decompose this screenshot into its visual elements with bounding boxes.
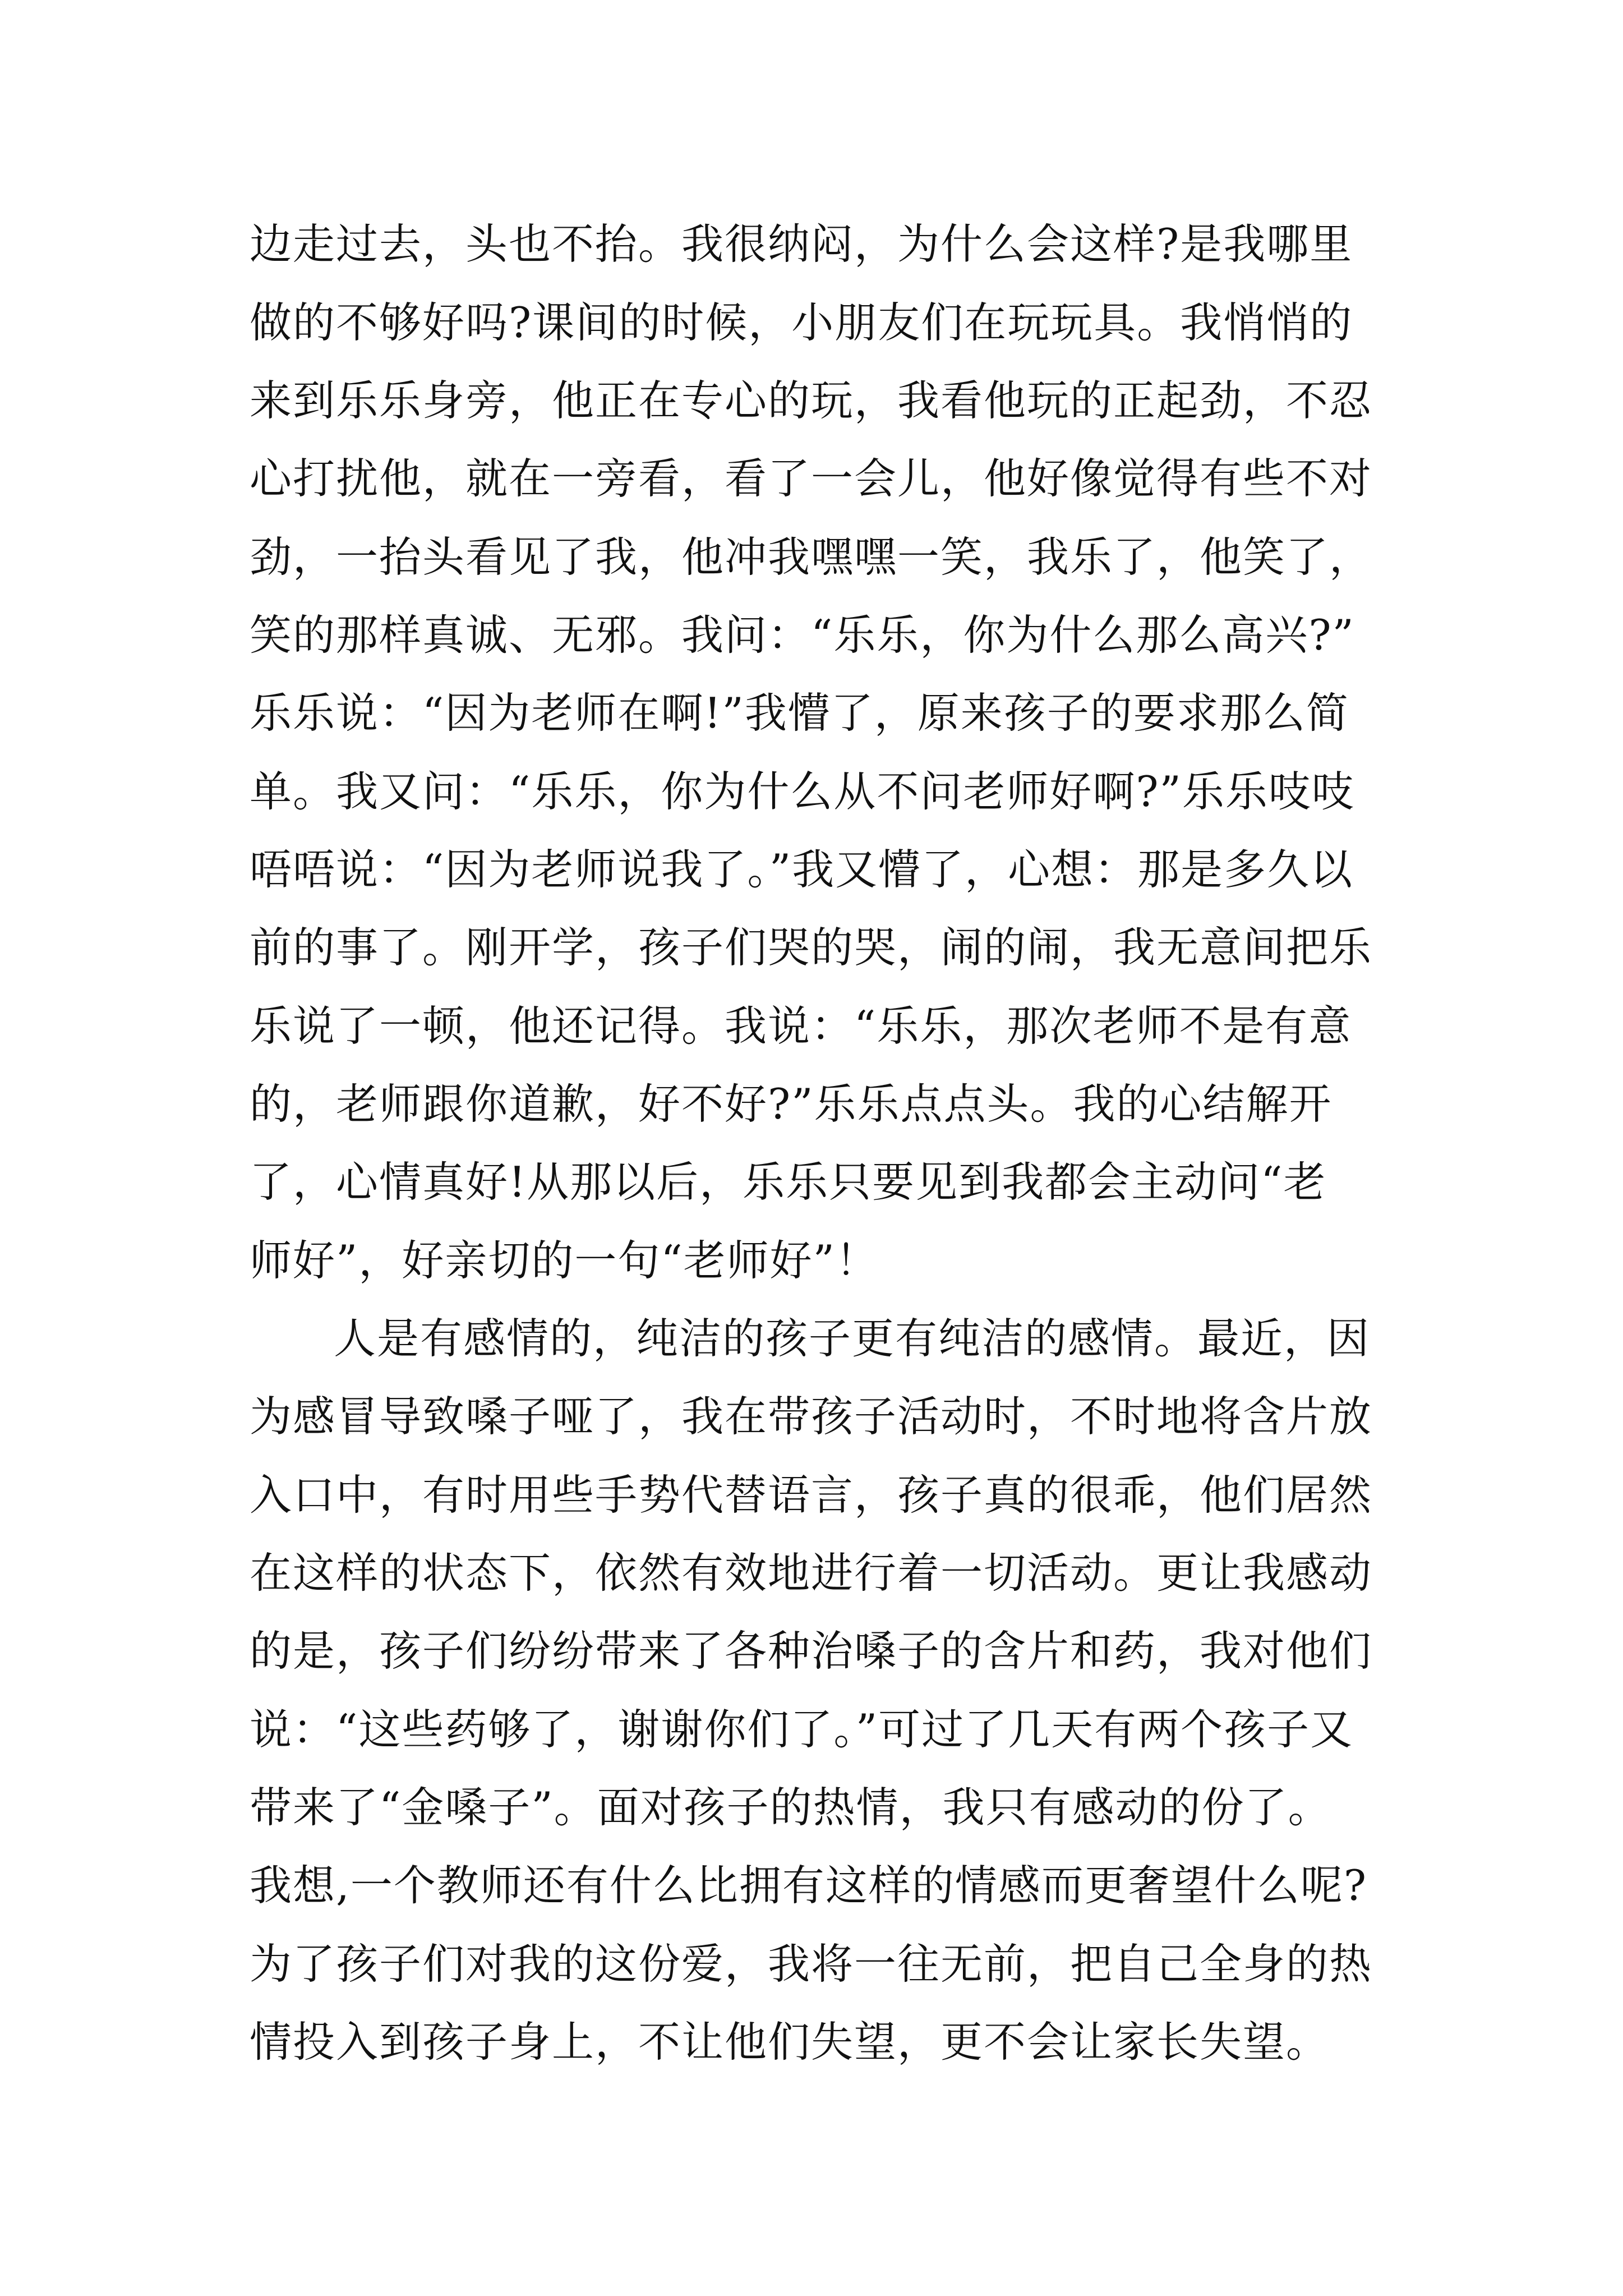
text-line: 的，老师跟你道歉，好不好?”乐乐点点头。我的心结解开 [250, 1079, 1332, 1129]
text-line: 情投入到孩子身上，不让他们失望，更不会让家长失望。 [250, 2017, 1330, 2067]
text-line: 为感冒导致嗓子哑了，我在带孩子活动时，不时地将含片放 [250, 1392, 1373, 1441]
text-line: 的是，孩子们纷纷带来了各种治嗓子的含片和药，我对他们 [250, 1626, 1373, 1676]
text-line: 笑的那样真诚、无邪。我问：“乐乐，你为什么那么高兴?” [250, 610, 1355, 660]
text-line: 乐乐说：“因为老师在啊!”我懵了，原来孩子的要求那么简 [250, 688, 1349, 738]
text-line: 入口中，有时用些手势代替语言，孩子真的很乖，他们居然 [250, 1470, 1373, 1520]
text-line: 心打扰他，就在一旁看，看了一会儿，他好像觉得有些不对 [250, 454, 1373, 503]
text-line: 前的事了。刚开学，孩子们哭的哭，闹的闹，我无意间把乐 [250, 923, 1373, 972]
text-line: 师好”，好亲切的一句“老师好”！ [250, 1236, 879, 1285]
text-line: 为了孩子们对我的这份爱，我将一往无前，把自己全身的热 [250, 1939, 1373, 1989]
text-line: 做的不够好吗?课间的时候，小朋友们在玩玩具。我悄悄的 [250, 298, 1353, 347]
text-line: 劲，一抬头看见了我，他冲我嘿嘿一笑，我乐了，他笑了， [250, 532, 1373, 582]
text-line: 边走过去，头也不抬。我很纳闷，为什么会这样?是我哪里 [250, 219, 1353, 269]
text-line: 人是有感情的，纯洁的孩子更有纯洁的感情。最近，因 [334, 1314, 1371, 1363]
text-line: 在这样的状态下，依然有效地进行着一切活动。更让我感动 [250, 1548, 1373, 1598]
text-line: 乐说了一顿，他还记得。我说：“乐乐，那次老师不是有意 [250, 1001, 1352, 1051]
text-line: 带来了“金嗓子”。面对孩子的热情，我只有感动的份了。 [250, 1783, 1331, 1832]
text-line: 唔唔说：“因为老师说我了。”我又懵了，心想：那是多久以 [250, 845, 1354, 894]
text-line: 单。我又问：“乐乐，你为什么从不问老师好啊?”乐乐吱吱 [250, 767, 1355, 816]
text-line: 了，心情真好!从那以后，乐乐只要见到我都会主动问“老 [250, 1157, 1327, 1207]
text-line: 说：“这些药够了，谢谢你们了。”可过了几天有两个孩子又 [250, 1705, 1354, 1754]
text-line: 我想,一个教师还有什么比拥有这样的情感而更奢望什么呢? [250, 1861, 1368, 1910]
text-line: 来到乐乐身旁，他正在专心的玩，我看他玩的正起劲，不忍 [250, 376, 1373, 425]
